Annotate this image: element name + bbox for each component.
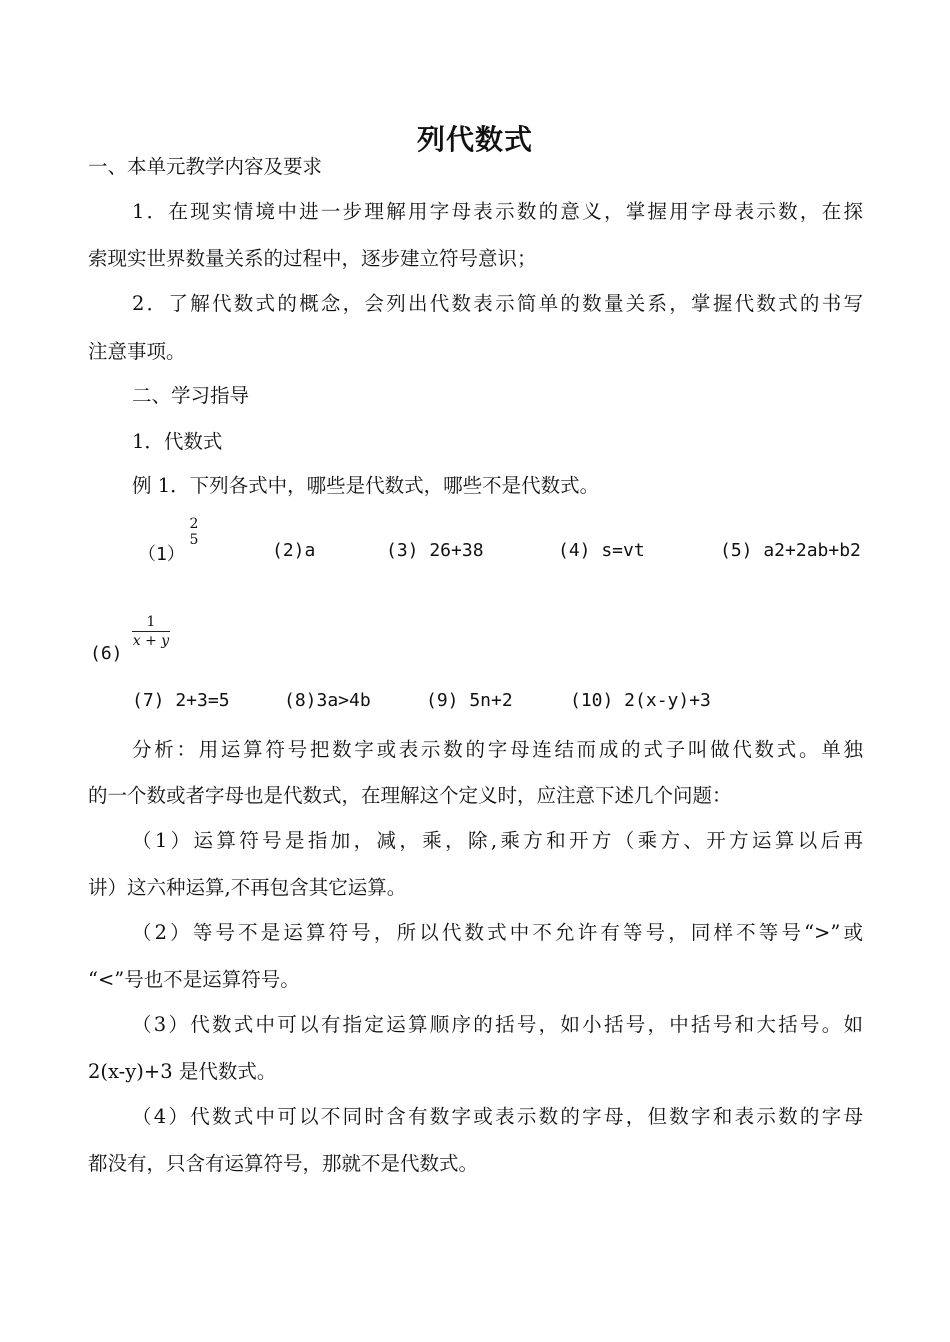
example-prompt: 例 1．下列各式中，哪些是代数式，哪些不是代数式。 xyxy=(132,474,600,497)
example-item-7: (7) 2+3=5 xyxy=(132,690,230,711)
example-item-6-label: (6) xyxy=(90,643,123,664)
example-item-8: (8)3a>4b xyxy=(284,690,371,711)
fraction-two-fifths xyxy=(186,516,202,548)
paragraph-line: “<”号也不是运算符号。 xyxy=(88,968,300,991)
section-heading-2: 二、学习指导 xyxy=(132,384,250,407)
paragraph-line: 分析：用运算符号把数字或表示数的字母连结而成的式子叫做代数式。单独 xyxy=(132,738,863,761)
paragraph-line: 都没有，只含有运算符号，那就不是代数式。 xyxy=(88,1152,479,1175)
paragraph-line: 2(x-y)+3 是代数式。 xyxy=(88,1060,277,1083)
paragraph-line: （4）代数式中可以不同时含有数字或表示数的字母，但数字和表示数的字母 xyxy=(132,1105,863,1128)
paragraph-line: （3）代数式中可以有指定运算顺序的括号，如小括号，中括号和大括号。如 xyxy=(132,1013,863,1036)
example-item-3: (3) 26+38 xyxy=(386,540,484,561)
paragraph-line: （1）运算符号是指加，减，乘，除,乘方和开方（乘方、开方运算以后再 xyxy=(132,829,863,852)
paragraph-line: 注意事项。 xyxy=(88,340,186,363)
paragraph-line: 2．了解代数式的概念，会列出代数表示简单的数量关系，掌握代数式的书写 xyxy=(132,292,863,315)
fraction-numerator: 2 xyxy=(189,516,199,532)
paragraph-line: 的一个数或者字母也是代数式，在理解这个定义时，应注意下述几个问题： xyxy=(88,784,732,807)
paragraph-line: （2）等号不是运算符号，所以代数式中不允许有等号，同样不等号“>”或 xyxy=(132,921,863,944)
paragraph-line: 讲）这六种运算,不再包含其它运算。 xyxy=(88,876,407,899)
example-item-2: (2)a xyxy=(272,540,316,561)
fraction-bar xyxy=(132,631,170,632)
example-item-9: (9) 5n+2 xyxy=(426,690,513,711)
fraction-one-over-x-plus-y xyxy=(132,614,170,649)
fraction-numerator: 1 xyxy=(146,614,156,630)
fraction-denominator: 5 xyxy=(189,532,199,548)
fraction-denominator: x + y xyxy=(132,633,170,649)
subsection-heading: 1．代数式 xyxy=(132,430,223,453)
example-item-1-label: （1） xyxy=(138,544,185,565)
paragraph-line: 1．在现实情境中进一步理解用字母表示数的意义，掌握用字母表示数，在探 xyxy=(132,200,863,223)
paragraph-line: 索现实世界数量关系的过程中，逐步建立符号意识； xyxy=(88,247,537,270)
example-item-10: (10) 2(x-y)+3 xyxy=(570,690,711,711)
section-heading-1: 一、本单元教学内容及要求 xyxy=(88,155,323,178)
example-item-5: (5) a2+2ab+b2 xyxy=(720,540,861,561)
document-title: 列代数式 xyxy=(416,123,533,156)
example-item-4: (4) s=vt xyxy=(558,540,645,561)
